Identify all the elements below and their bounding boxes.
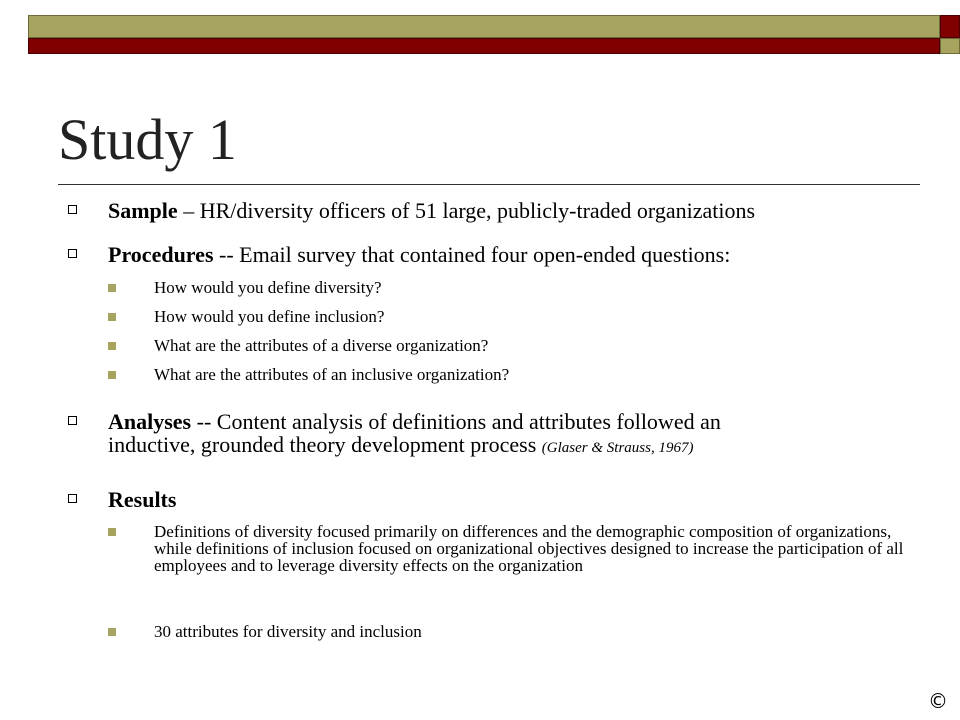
procedures-label: Procedures	[108, 242, 214, 267]
square-bullet-icon	[108, 628, 116, 636]
procedures-item	[154, 279, 904, 296]
sample-text: – HR/diversity officers of 51 large, publicly-traded organizations	[177, 198, 756, 223]
analyses-line1: -- Content analysis of definitions and attributes followed an	[191, 409, 721, 434]
bullet-analyses	[108, 410, 928, 460]
slide-title: Study 1	[58, 107, 237, 172]
procedures-item-text: How would you define inclusion?	[154, 307, 385, 326]
procedures-item	[154, 366, 904, 383]
procedures-text: -- Email survey that contained four open-ended questions:	[213, 242, 731, 267]
sample-label: Sample	[108, 198, 178, 223]
procedures-item	[154, 337, 904, 354]
header-maroon-square	[940, 15, 960, 38]
analyses-line2: inductive, grounded theory development process	[108, 432, 542, 457]
hollow-square-bullet-icon	[68, 249, 77, 258]
results-item-text: 30 attributes for diversity and inclusion	[154, 622, 422, 641]
hollow-square-bullet-icon	[68, 416, 77, 425]
procedures-item-text: What are the attributes of an inclusive organization?	[154, 365, 510, 384]
header-decoration	[0, 0, 960, 60]
bullet-procedures	[108, 243, 928, 266]
hollow-square-bullet-icon	[68, 205, 77, 214]
square-bullet-icon	[108, 528, 116, 536]
analyses-label: Analyses	[108, 409, 192, 434]
header-maroon-bar	[28, 38, 940, 54]
results-item-text: Definitions of diversity focused primarily on differences and the demographic composition of organizations, while definitions of inclusion focused on organizational objectives designed to increase the participation of all employees and to leverage diversity effects on the organization	[154, 522, 904, 575]
square-bullet-icon	[108, 313, 116, 321]
hollow-square-bullet-icon	[68, 494, 77, 503]
results-item	[154, 623, 904, 640]
header-olive-square	[940, 38, 960, 54]
copyright-symbol: ©	[928, 689, 948, 713]
square-bullet-icon	[108, 342, 116, 350]
results-item	[154, 523, 904, 574]
header-olive-bar	[28, 15, 940, 38]
bullet-results	[108, 488, 928, 511]
procedures-item-text: What are the attributes of a diverse organization?	[154, 336, 489, 355]
square-bullet-icon	[108, 371, 116, 379]
bullet-sample	[108, 199, 928, 222]
procedures-item-text: How would you define diversity?	[154, 278, 382, 297]
title-divider	[58, 184, 920, 185]
analyses-citation: (Glaser & Strauss, 1967)	[541, 440, 694, 456]
results-label: Results	[108, 487, 177, 512]
square-bullet-icon	[108, 284, 116, 292]
procedures-item	[154, 308, 904, 325]
